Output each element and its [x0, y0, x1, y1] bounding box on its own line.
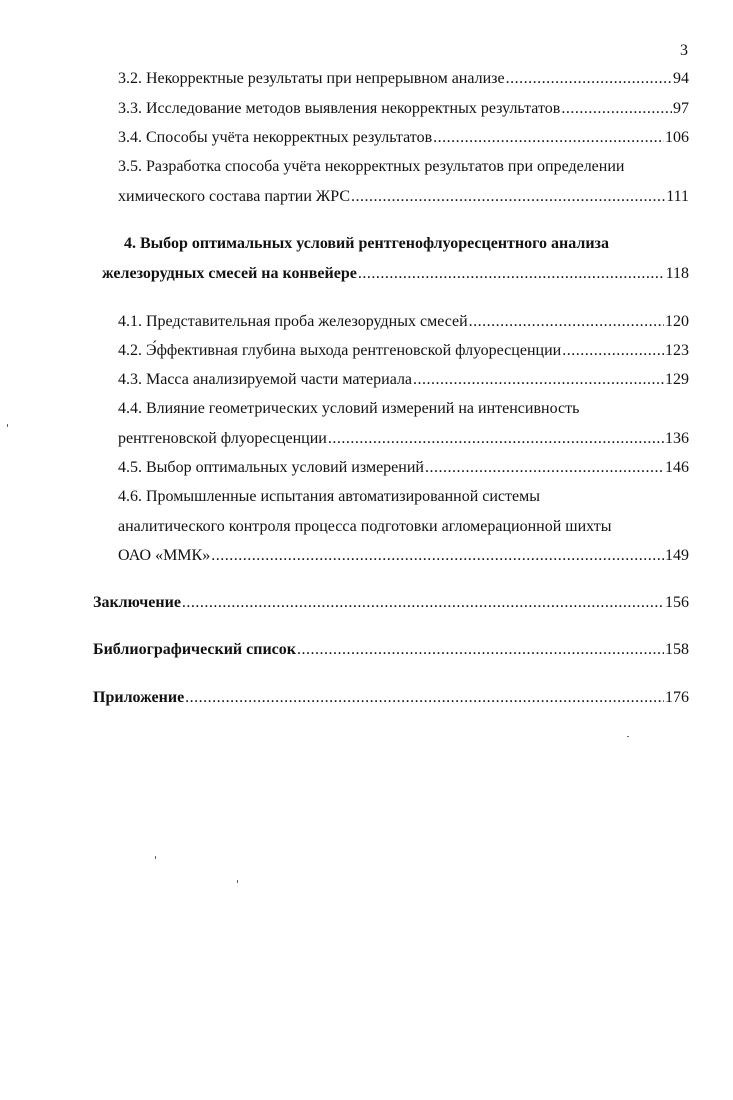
toc-entry-3-5-line2[interactable] — [118, 186, 689, 208]
toc-entry-page: 149 — [665, 547, 689, 564]
toc-entry-bibliography[interactable] — [93, 639, 689, 661]
toc-leader-dots — [469, 311, 664, 333]
toc-entry-appendix[interactable] — [93, 687, 689, 709]
toc-entry-4-4-line2[interactable] — [118, 428, 689, 450]
toc-leader-dots — [413, 369, 664, 391]
toc-leader-dots — [211, 545, 664, 567]
toc-leader-dots — [358, 263, 665, 285]
toc-leader-dots — [562, 340, 664, 362]
toc-entry-title: 3.4. Способы учёта некорректных результатов — [118, 129, 433, 146]
toc-chapter-title: железорудных смесей на конвейере — [102, 265, 357, 282]
scan-speck — [7, 424, 8, 427]
toc-entry-title: 3.2. Некорректные результаты при непрерывном анализе — [118, 70, 505, 87]
toc-entry-page: 136 — [665, 430, 689, 447]
toc-leader-dots — [297, 639, 664, 661]
toc-entry-title: Библиографический список — [93, 641, 296, 658]
page-number: 3 — [680, 42, 688, 59]
toc-chapter-4-line2[interactable] — [102, 263, 689, 285]
toc-entry-page: 156 — [665, 594, 689, 611]
toc-entry-page: 118 — [665, 265, 689, 282]
toc-leader-dots — [433, 127, 664, 149]
toc-entry-3-2[interactable] — [118, 68, 689, 90]
toc-entry-page: 129 — [665, 371, 689, 388]
scan-speck — [627, 736, 629, 737]
toc-entry-page: 106 — [665, 129, 689, 146]
toc-entry-page: 120 — [665, 313, 689, 330]
toc-leader-dots — [328, 428, 664, 450]
toc-leader-dots — [561, 98, 672, 120]
toc-chapter-title: 4. Выбор оптимальных условий рентгенофлуоресцентного анализа — [124, 235, 609, 252]
toc-entry-4-5[interactable] — [118, 457, 689, 479]
toc-entry-title: 4.3. Масса анализируемой части материала — [118, 371, 413, 388]
toc-leader-dots — [425, 457, 664, 479]
toc-entry-4-4-line1[interactable] — [118, 398, 579, 420]
toc-entry-title: 4.4. Влияние геометрических условий измерений на интенсивность — [118, 400, 580, 417]
toc-entry-title: Приложение — [93, 689, 185, 706]
toc-entry-title: 3.3. Исследование методов выявления некорректных результатов — [118, 100, 561, 117]
toc-entry-title: Заключение — [93, 594, 181, 611]
toc-entry-3-3[interactable] — [118, 98, 689, 120]
toc-entry-page: 176 — [665, 689, 689, 706]
toc-entry-title: 3.5. Разработка способа учёта некорректных результатов при определении — [118, 158, 625, 175]
toc-entry-title: химического состава партии ЖРС — [118, 188, 351, 205]
toc-entry-page: 146 — [665, 459, 689, 476]
toc-chapter-4-line1[interactable] — [124, 233, 609, 255]
toc-entry-title: 4.1. Представительная проба железорудных смесей — [118, 313, 468, 330]
toc-entry-page: 94 — [673, 70, 689, 87]
toc-entry-4-6-line1[interactable] — [118, 486, 540, 508]
toc-entry-3-4[interactable] — [118, 127, 689, 149]
toc-entry-page: 97 — [673, 100, 689, 117]
toc-entry-4-6-line3[interactable] — [118, 545, 689, 567]
toc-entry-title: ОАО «ММК» — [118, 547, 211, 564]
toc-leader-dots — [506, 68, 672, 90]
scan-speck — [237, 880, 238, 883]
toc-entry-4-2[interactable] — [118, 340, 689, 362]
toc-entry-title: 4.2. Э́ффективная глубина выхода рентгеновской флуоресценции — [118, 342, 562, 359]
toc-entry-4-3[interactable] — [118, 369, 689, 391]
toc-entry-3-5-line1[interactable] — [118, 156, 624, 178]
toc-entry-title: 4.5. Выбор оптимальных условий измерений — [118, 459, 424, 476]
toc-entry-conclusion[interactable] — [93, 592, 689, 614]
scan-speck — [155, 856, 156, 859]
toc-entry-4-1[interactable] — [118, 311, 689, 333]
toc-entry-page: 158 — [665, 641, 689, 658]
toc-entry-4-6-line2[interactable] — [118, 516, 612, 538]
toc-leader-dots — [182, 592, 664, 614]
toc-leader-dots — [185, 687, 664, 709]
toc-entry-page: 123 — [665, 342, 689, 359]
toc-entry-title: 4.6. Промышленные испытания автоматизированной системы — [118, 488, 540, 505]
toc-entry-page: 111 — [666, 188, 689, 205]
toc-leader-dots — [351, 186, 665, 208]
toc-entry-title: аналитического контроля процесса подготовки агломерационной шихты — [118, 518, 612, 535]
toc-entry-title: рентгеновской флуоресценции — [118, 430, 327, 447]
